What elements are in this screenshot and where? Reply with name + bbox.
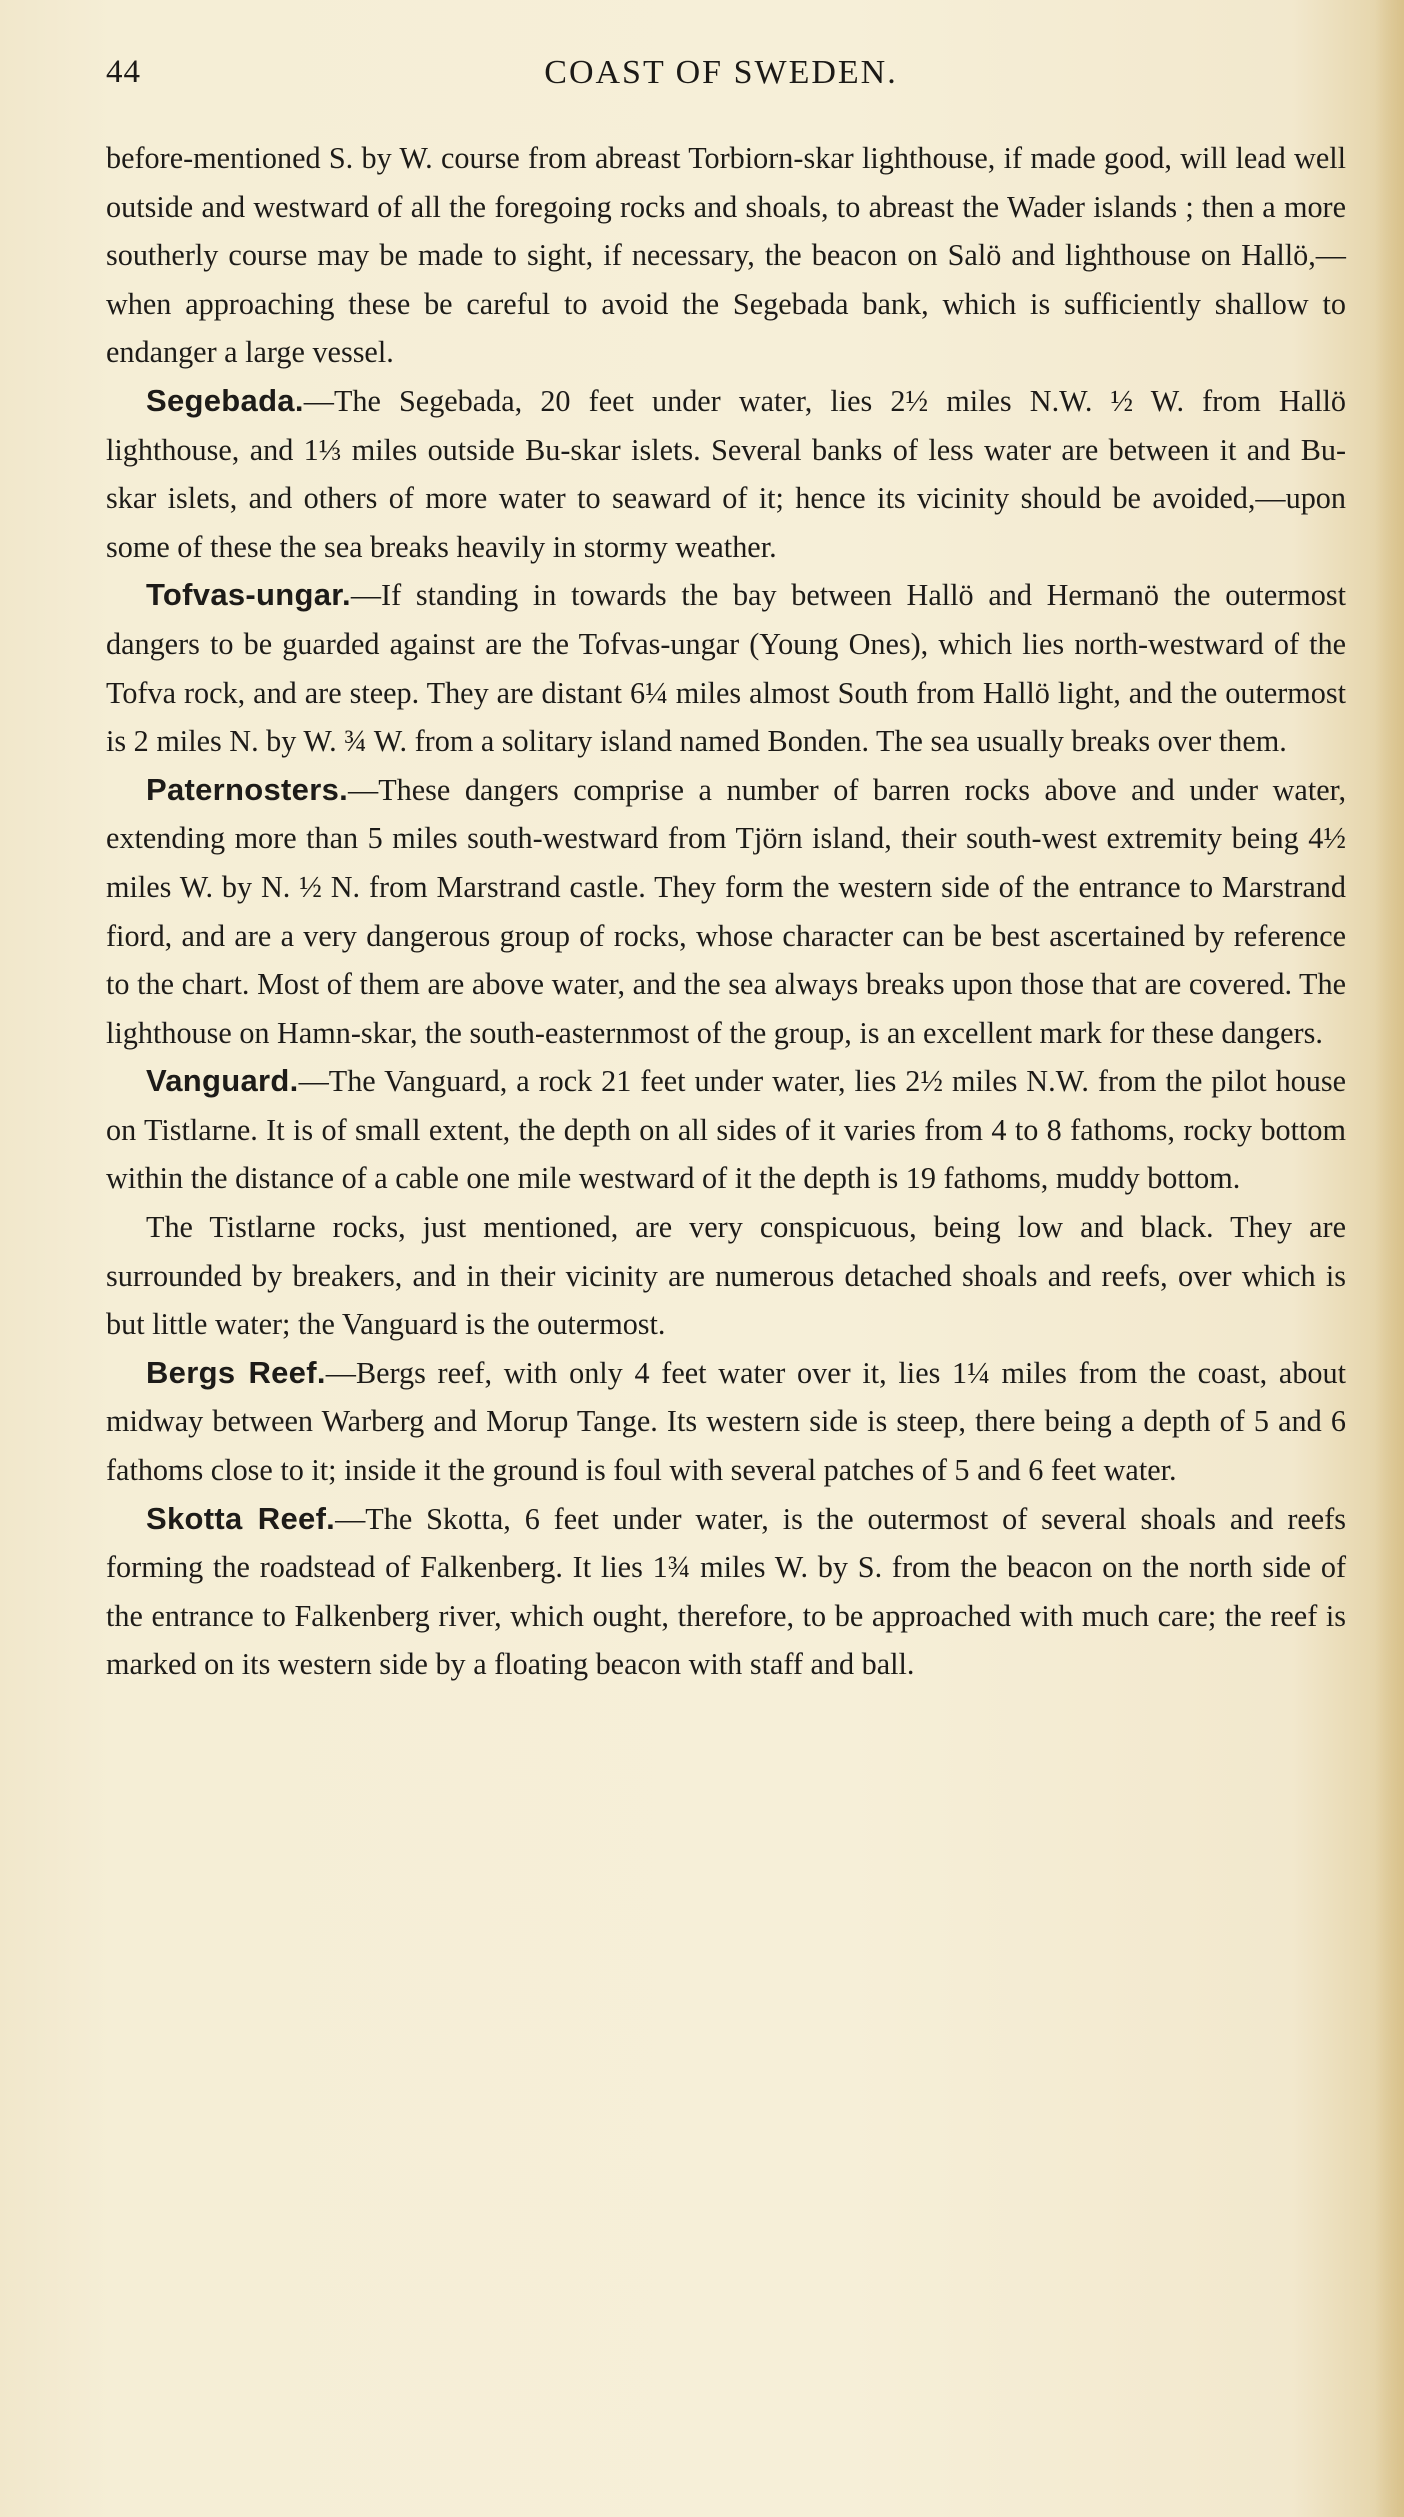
paragraph-text: The Tistlarne rocks, just mentioned, are very conspicuous, being low and black. They are surrounded by breakers, and in their vicinity are numerous detached shoals and reefs, over which is but little water; the Vanguard is the outermost. [106,1210,1346,1342]
paragraph-text: —The Segebada, 20 feet under water, lies 2½ miles N.W. ½ W. from Hallö lighthouse, and 1⅓ miles outside Bu-skar islets. Several banks of less water are between it and Bu-skar islets, and others of more water to seaward of it; hence its vicinity should be avoided,—upon some of these the sea breaks heavily in stormy weather. [106,383,1346,564]
page-number: 44 [106,54,141,90]
paragraph-bergs-reef [106,1349,1346,1495]
paragraph-text: —These dangers comprise a number of barren rocks above and under water, extending more than 5 miles south-westward from Tjörn island, their south-west extremity being 4½ miles W. by N. ½ N. from Marstrand castle. They form the western side of the entrance to Marstrand fiord, and are a very dangerous group of rocks, whose character can be best ascertained by reference to the chart. Most of them are above water, and the sea always breaks upon those that are covered. The lighthouse on Hamn-skar, the south-easternmost of the group, is an excellent mark for these dangers. [106,772,1346,1050]
section-heading-bergs-reef: Bergs Reef. [146,1354,326,1390]
paragraph-text: —If standing in towards the bay between Hallö and Hermanö the outermost dangers to be guarded against are the Tofvas-ungar (Young Ones), which lies north-westward of the Tofva rock, and are steep. They are distant 6¼ miles almost South from Hallö light, and the outermost is 2 miles N. by W. ¾ W. from a solitary island named Bonden. The sea usually breaks over them. [106,578,1346,759]
paragraph-text: —Bergs reef, with only 4 feet water over it, lies 1¼ miles from the coast, about midway between Warberg and Morup Tange. Its western side is steep, there being a depth of 5 and 6 fathoms close to it; inside it the ground is foul with several patches of 5 and 6 feet water. [106,1355,1346,1488]
section-heading-segebada: Segebada. [146,382,304,418]
paragraph-vanguard [106,1057,1346,1203]
running-title: COAST OF SWEDEN. [544,54,898,91]
section-heading-paternosters: Paternosters. [146,771,349,807]
paragraph-tofvas-ungar [106,571,1346,765]
paragraph-paternosters [106,766,1346,1058]
section-heading-skotta-reef: Skotta Reef. [146,1500,336,1536]
paragraph-tistlarne [106,1203,1346,1349]
paragraph-segebada [106,377,1346,571]
paragraph-text: —The Skotta, 6 feet under water, is the outermost of several shoals and reefs forming the roadstead of Falkenberg. It lies 1¾ miles W. by S. from the beacon on the north side of the entrance to Falkenberg river, which ought, therefore, to be approached with much care; the reef is marked on its western side by a floating beacon with staff and ball. [106,1501,1346,1682]
paragraph-skotta-reef [106,1495,1346,1689]
page-edge-shadow [1374,0,1404,2517]
paragraph-text: before-mentioned S. by W. course from abreast Torbiorn-skar lighthouse, if made good, will lead well outside and westward of all the foregoing rocks and shoals, to abreast the Wader islands ; then a more southerly course may be made to sight, if necessary, the beacon on Salö and lighthouse on Hallö,—when approaching these be careful to avoid the Segebada bank, which is sufficiently shallow to endanger a large vessel. [106,141,1346,370]
paragraph-continuation [106,134,1346,377]
body-text [106,134,1346,1689]
section-heading-tofvas-ungar: Tofvas-ungar. [146,577,351,613]
page-header [106,54,1336,104]
paragraph-text: —The Vanguard, a rock 21 feet under water, lies 2½ miles N.W. from the pilot house on Tistlarne. It is of small extent, the depth on all sides of it varies from 4 to 8 fathoms, rocky bottom within the distance of a cable one mile westward of it the depth is 19 fathoms, muddy bottom. [106,1064,1346,1196]
section-heading-vanguard: Vanguard. [146,1063,299,1099]
